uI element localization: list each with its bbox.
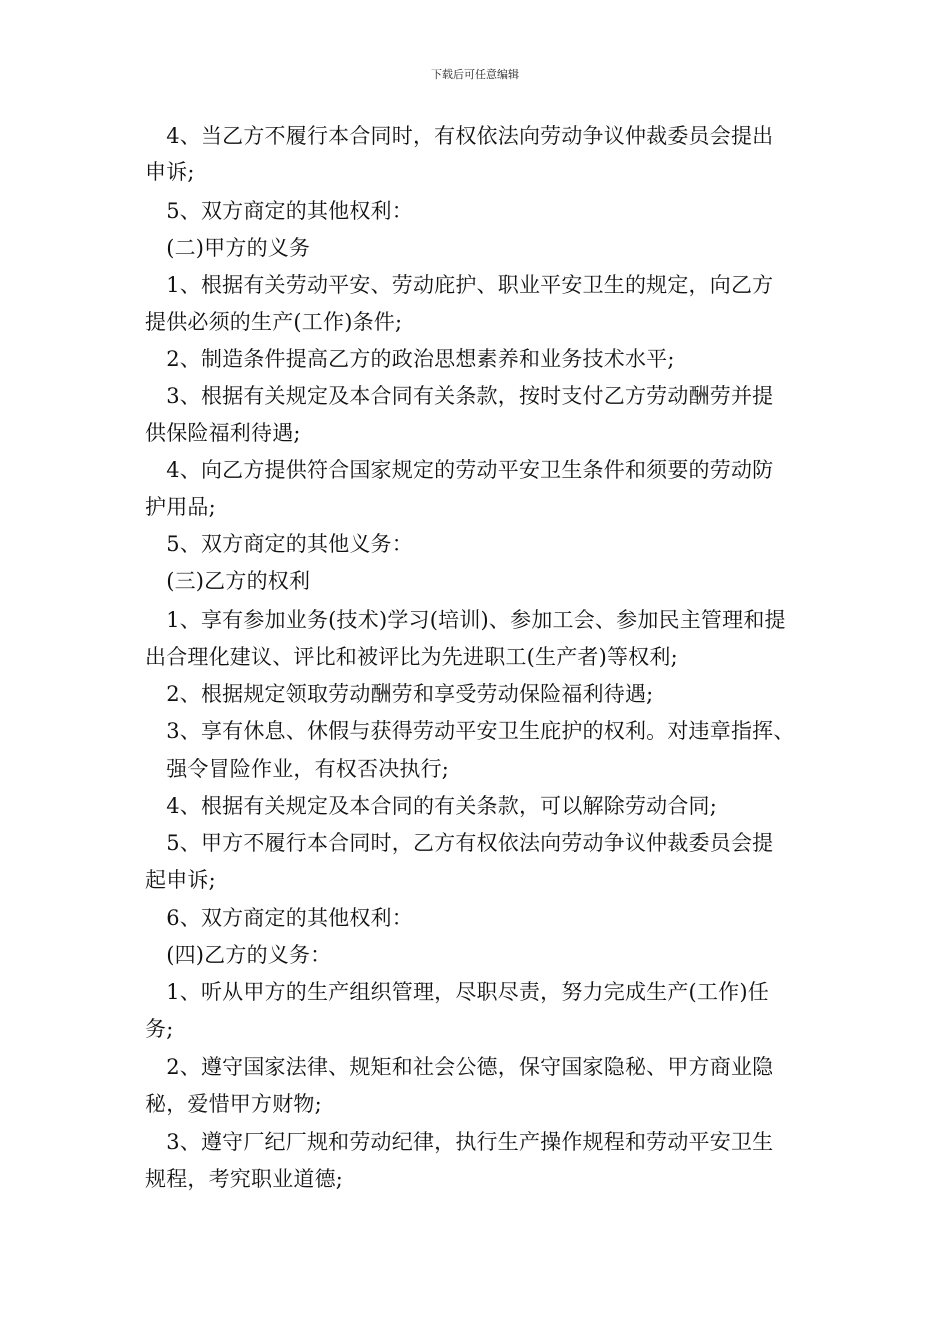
text-line: 1、根据有关劳动平安、劳动庇护、职业平安卫生的规定，向乙方 (145, 273, 774, 297)
text-line: (二)甲方的义务 (145, 236, 311, 260)
text-line: 出合理化建议、评比和被评比为先进职工(生产者)等权利; (145, 645, 678, 669)
text-line: 1、听从甲方的生产组织管理，尽职尽责，努力完成生产(工作)任 (145, 980, 769, 1004)
page-header: 下载后可任意编辑 (431, 68, 519, 81)
text-line: 2、制造条件提高乙方的政治思想素养和业务技术水平; (145, 347, 675, 371)
text-line: 3、根据有关规定及本合同有关条款，按时支付乙方劳动酬劳并提 (145, 384, 774, 408)
text-line: 1、享有参加业务(技术)学习(培训)、参加工会、参加民主管理和提 (145, 608, 786, 632)
text-line: 3、享有休息、休假与获得劳动平安卫生庇护的权利。对违章指挥、 (145, 719, 795, 743)
text-line: 4、向乙方提供符合国家规定的劳动平安卫生条件和须要的劳动防 (145, 458, 774, 482)
text-line: 护用品; (145, 495, 216, 519)
text-line: (四)乙方的义务： (145, 943, 332, 967)
text-line: 规程，考究职业道德; (145, 1167, 344, 1191)
text-line: 申诉; (145, 160, 195, 184)
text-line: 4、当乙方不履行本合同时，有权依法向劳动争议仲裁委员会提出 (145, 124, 774, 148)
text-line: 2、遵守国家法律、规矩和社会公德，保守国家隐秘、甲方商业隐 (145, 1055, 774, 1079)
text-line: 秘，爱惜甲方财物; (145, 1092, 322, 1116)
text-line: (三)乙方的权利 (145, 569, 311, 593)
text-line: 务; (145, 1017, 174, 1041)
text-line: 强令冒险作业，有权否决执行; (145, 757, 450, 781)
text-line: 5、双方商定的其他权利： (145, 199, 413, 223)
text-line: 5、双方商定的其他义务： (145, 532, 413, 556)
text-line: 3、遵守厂纪厂规和劳动纪律，执行生产操作规程和劳动平安卫生 (145, 1130, 774, 1154)
text-line: 提供必须的生产(工作)条件; (145, 310, 403, 334)
text-line: 6、双方商定的其他权利： (145, 906, 413, 930)
text-line: 供保险福利待遇; (145, 421, 301, 445)
text-line: 2、根据规定领取劳动酬劳和享受劳动保险福利待遇; (145, 682, 654, 706)
text-line: 4、根据有关规定及本合同的有关条款，可以解除劳动合同; (145, 794, 718, 818)
text-line: 起申诉; (145, 868, 216, 892)
text-line: 5、甲方不履行本合同时，乙方有权依法向劳动争议仲裁委员会提 (145, 831, 774, 855)
